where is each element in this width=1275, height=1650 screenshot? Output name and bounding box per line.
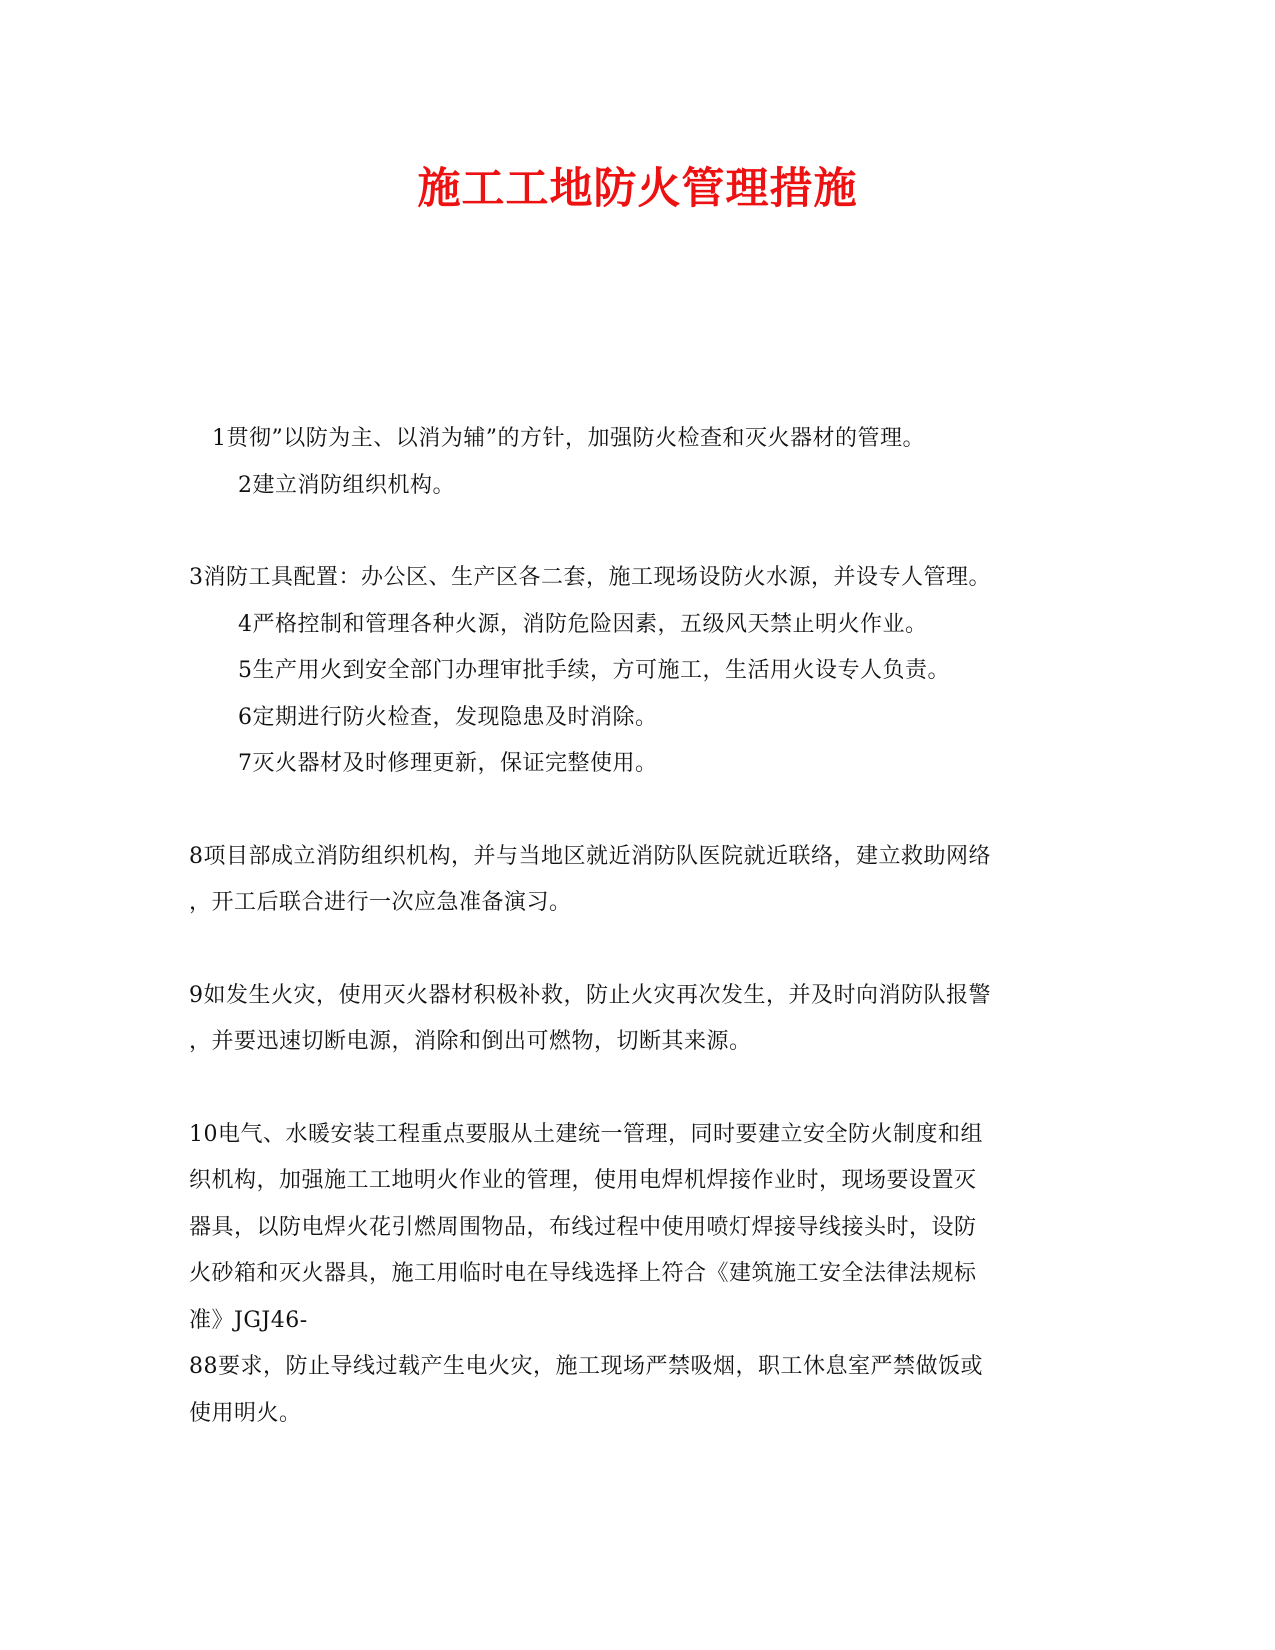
paragraph-line: 9如发生火灾，使用灭火器材积极补救，防止火灾再次发生，并及时向消防队报警 <box>189 983 991 1008</box>
paragraph-line: 8项目部成立消防组织机构，并与当地区就近消防队医院就近联络，建立救助网络 <box>189 844 991 869</box>
paragraph-line: 5生产用火到安全部门办理审批手续，方可施工，生活用火设专人负责。 <box>238 658 950 683</box>
paragraph-line: 织机构，加强施工工地明火作业的管理，使用电焊机焊接作业时，现场要设置灭 <box>189 1168 977 1193</box>
paragraph-line: 使用明火。 <box>189 1401 302 1426</box>
paragraph-line: 10电气、水暖安装工程重点要服从土建统一管理，同时要建立安全防火制度和组 <box>189 1122 983 1147</box>
paragraph-line: 准》JGJ46- <box>189 1308 308 1333</box>
paragraph-line: ，开工后联合进行一次应急准备演习。 <box>189 890 572 915</box>
paragraph-line: 88要求，防止导线过载产生电火灾，施工现场严禁吸烟，职工休息室严禁做饭或 <box>189 1354 983 1379</box>
document-title: 施工工地防火管理措施 <box>417 164 858 214</box>
paragraph-line: 4严格控制和管理各种火源，消防危险因素，五级风天禁止明火作业。 <box>238 612 928 637</box>
paragraph-line: 1贯彻”以防为主、以消为辅”的方针，加强防火检查和灭火器材的管理。 <box>212 426 925 451</box>
paragraph-line: 2建立消防组织机构。 <box>238 473 455 498</box>
paragraph-line: 6定期进行防火检查，发现隐患及时消除。 <box>238 705 658 730</box>
paragraph-line: 3消防工具配置：办公区、生产区各二套，施工现场设防火水源，并设专人管理。 <box>189 565 991 590</box>
paragraph-line: 火砂箱和灭火器具，施工用临时电在导线选择上符合《建筑施工安全法律法规标 <box>189 1261 977 1286</box>
paragraph-line: 器具，以防电焊火花引燃周围物品，布线过程中使用喷灯焊接导线接头时，设防 <box>189 1215 977 1240</box>
paragraph-line: ，并要迅速切断电源，消除和倒出可燃物，切断其来源。 <box>189 1029 752 1054</box>
paragraph-line: 7灭火器材及时修理更新，保证完整使用。 <box>238 751 658 776</box>
